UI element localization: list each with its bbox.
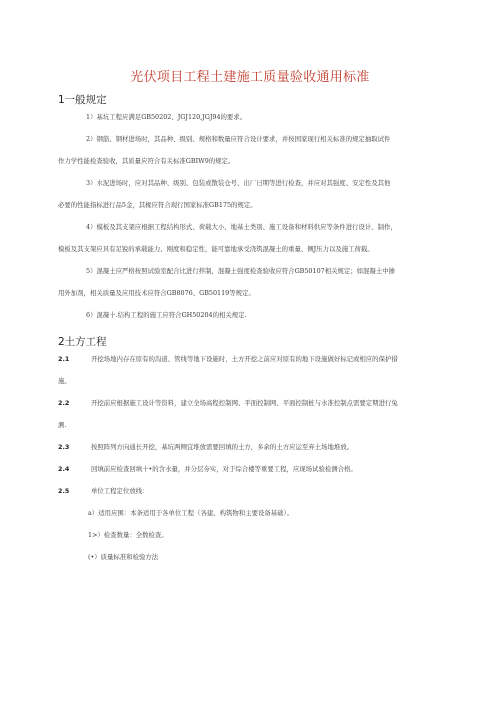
subitem-quality-standard: (•）质量标准和检验方法	[88, 553, 159, 561]
clause-2-5	[58, 480, 448, 502]
paragraph-line: 模板及其支架应具有足锐的承载能力、刚度和稳定性，能可靠地承受浇筑混凝土的重量、侧J压力以及施工荷载。	[58, 245, 374, 253]
clause-line: 2.5 单位工程定位放线：	[58, 487, 149, 495]
subitem-quantity: 1>）检查数量：全数检查。	[88, 531, 168, 539]
paragraph-4	[58, 216, 448, 260]
paragraph-5	[58, 260, 448, 304]
paragraph-2	[58, 128, 448, 172]
paragraph-line: 3）水泥进场时，应对其品种、级别、包装或散装仓号、出厂日期等进行检查，并应对其强度、安定性及其他	[86, 179, 391, 187]
clause-2-2	[58, 392, 448, 436]
paragraph-line: 必要的性能指标进行品5金，其椽应符合现行国家标准GB175的规定。	[58, 201, 257, 209]
clause-line: 测.	[58, 421, 67, 429]
paragraph-line: 用外加剂，相关质量及应用技术应符合GB8076、GB50119等规定。	[58, 289, 255, 297]
paragraph-line: 6）混凝十.结构工程的施工应符合GH50204的相关规定.	[86, 311, 247, 319]
section-heading-general: 1一般规定	[58, 94, 107, 106]
paragraph-1	[58, 106, 448, 128]
document-title: 光伏项目工程土建施工质量验收通用标准	[130, 70, 370, 85]
paragraph-line: 5）混凝土应严格按照试验室配合比进行拌制，混凝土强度检查验收应符合GB50107相关规定；如混凝土中掺	[86, 267, 395, 275]
section-heading-earthwork: 2土方工程	[58, 336, 107, 348]
paragraph-line: 1）基坑工程应满足GB50202、JGJ120,JGJ94的要求。	[86, 113, 247, 121]
clause-line: 2.2 开挖前应根据施工设计等资料，建立全场高程控制网、平面控制网、平面控制桩与水准控制点需要定期进行兔	[58, 399, 398, 407]
clause-line: 2.4 回填前应检查回填十•的含水量，并分层夯实，对于综合楼等重要工程，应现场试验检测合格。	[58, 465, 357, 473]
clause-line: 2.3 按照阵列方向通长开挖，基坑两侧宜堆放需要回填的土方，多余的土方应运至弃土场地堆放。	[58, 443, 354, 451]
paragraph-3	[58, 172, 448, 216]
clause-2-1	[58, 348, 448, 392]
paragraph-line: 作力学性能检查验收，其质量应符合有关标准GBIW9的规定。	[58, 157, 235, 165]
clause-2-3	[58, 436, 448, 458]
clause-line: 2.1 开挖场地内存在原有的沟道、管线等地下设施时，土方开挖之前应对原有的地下设施做好标记或相应的保护措	[58, 355, 398, 363]
subitem-scope: a）适用应围：本条适用于各单位工程（各建、构筑物和主要设备基础）。	[88, 509, 294, 517]
clause-2-4	[58, 458, 448, 480]
paragraph-6	[58, 304, 448, 326]
paragraph-line: 2）钢筋、钢材进场时，其品种、级别、规格和数量应符合设计要求，并按国家现行相关标准的规定抽取试件	[86, 135, 391, 143]
clause-line: 施。	[58, 377, 71, 385]
paragraph-line: 4）模板及其支架应根据工程结构形式、荷载大小、地基土类别、施工设备和材料供应等条件进行设计、制作，	[86, 223, 397, 231]
